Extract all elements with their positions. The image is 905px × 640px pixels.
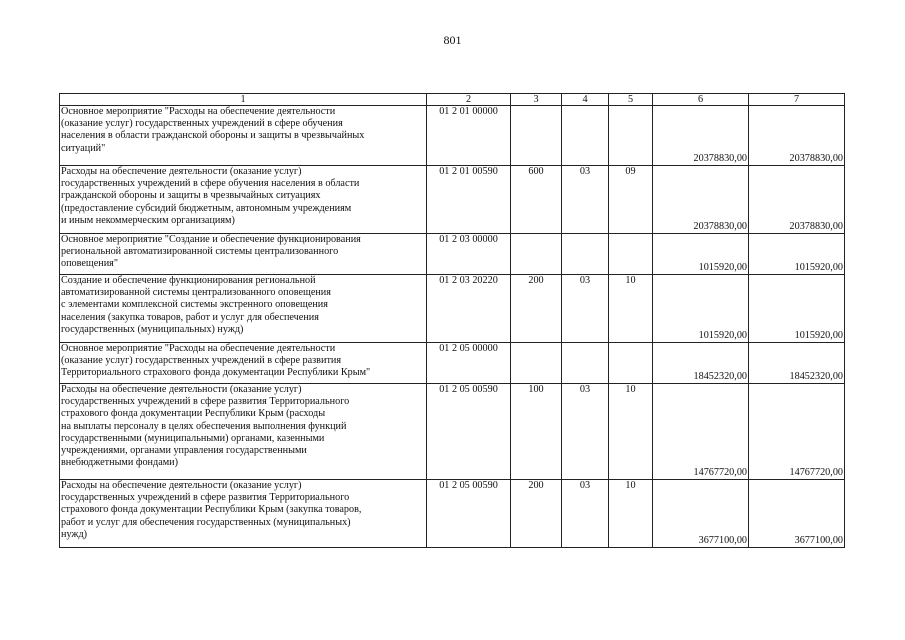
- table-row: [60, 166, 845, 234]
- table-row: [60, 343, 845, 384]
- row-name-cell: Расходы на обеспечение деятельности (оказание услуг) государственных учреждений в сфере развития Территориального страхового фонда документации Республики Крым (расходы на выплаты персоналу в целях обеспечения выполнения функций государственными (муниципальными) органами, казенными учреждениями, органами управления государственными внебюджетными фондами): [60, 384, 427, 480]
- amount-cell-col7: 3677100,00: [749, 480, 845, 548]
- amount-cell-col7: 20378830,00: [749, 166, 845, 234]
- rz-code-cell: 03: [562, 166, 609, 234]
- table-header-row: [60, 94, 845, 106]
- amount-cell-col6: 18452320,00: [653, 343, 749, 384]
- vr-code-cell: 200: [511, 275, 562, 343]
- csr-code-cell: 01 2 05 00000: [427, 343, 511, 384]
- budget-table: [59, 93, 845, 548]
- amount-cell-col6: 14767720,00: [653, 384, 749, 480]
- row-name-cell: Расходы на обеспечение деятельности (оказание услуг) государственных учреждений в сфере обучения населения в области гражданской обороны и защиты в чрезвычайных ситуациях (предоставление субсидий бюджетным, автономным учреждениям и иным некоммерческим организациям): [60, 166, 427, 234]
- column-header: 6: [653, 94, 749, 106]
- amount-cell-col7: 18452320,00: [749, 343, 845, 384]
- vr-code-cell: 600: [511, 166, 562, 234]
- table-row: [60, 480, 845, 548]
- csr-code-cell: 01 2 05 00590: [427, 384, 511, 480]
- column-header: 7: [749, 94, 845, 106]
- row-name-cell: Расходы на обеспечение деятельности (оказание услуг) государственных учреждений в сфере развития Территориального страхового фонда документации Республики Крым (закупка товаров, работ и услуг для обеспечения государственных (муниципальных) нужд): [60, 480, 427, 548]
- rz-code-cell: [562, 106, 609, 166]
- column-header: 2: [427, 94, 511, 106]
- table-row: [60, 384, 845, 480]
- vr-code-cell: 200: [511, 480, 562, 548]
- pr-code-cell: 09: [609, 166, 653, 234]
- amount-cell-col6: 1015920,00: [653, 275, 749, 343]
- column-header: 4: [562, 94, 609, 106]
- row-name-cell: Основное мероприятие "Расходы на обеспечение деятельности (оказание услуг) государственных учреждений в сфере развития Территориального страхового фонда документации Республики Крым": [60, 343, 427, 384]
- amount-cell-col6: 20378830,00: [653, 106, 749, 166]
- csr-code-cell: 01 2 05 00590: [427, 480, 511, 548]
- amount-cell-col7: 1015920,00: [749, 275, 845, 343]
- pr-code-cell: 10: [609, 480, 653, 548]
- vr-code-cell: [511, 106, 562, 166]
- rz-code-cell: [562, 343, 609, 384]
- table-row: [60, 234, 845, 275]
- amount-cell-col7: 1015920,00: [749, 234, 845, 275]
- pr-code-cell: [609, 343, 653, 384]
- amount-cell-col6: 1015920,00: [653, 234, 749, 275]
- row-name-cell: Основное мероприятие "Создание и обеспечение функционирования региональной автоматизированной системы централизованного оповещения": [60, 234, 427, 275]
- csr-code-cell: 01 2 03 00000: [427, 234, 511, 275]
- vr-code-cell: [511, 343, 562, 384]
- table-row: [60, 106, 845, 166]
- amount-cell-col6: 20378830,00: [653, 166, 749, 234]
- rz-code-cell: 03: [562, 384, 609, 480]
- column-header: 1: [60, 94, 427, 106]
- csr-code-cell: 01 2 01 00590: [427, 166, 511, 234]
- amount-cell-col6: 3677100,00: [653, 480, 749, 548]
- rz-code-cell: 03: [562, 275, 609, 343]
- pr-code-cell: [609, 106, 653, 166]
- page-number: 801: [443, 33, 462, 47]
- vr-code-cell: 100: [511, 384, 562, 480]
- amount-cell-col7: 20378830,00: [749, 106, 845, 166]
- column-header: 5: [609, 94, 653, 106]
- column-header: 3: [511, 94, 562, 106]
- vr-code-cell: [511, 234, 562, 275]
- csr-code-cell: 01 2 03 20220: [427, 275, 511, 343]
- rz-code-cell: 03: [562, 480, 609, 548]
- table-row: [60, 275, 845, 343]
- csr-code-cell: 01 2 01 00000: [427, 106, 511, 166]
- rz-code-cell: [562, 234, 609, 275]
- pr-code-cell: 10: [609, 384, 653, 480]
- row-name-cell: Создание и обеспечение функционирования региональной автоматизированной системы централизованного оповещения с элементами комплексной системы экстренного оповещения населения (закупка товаров, работ и услуг для обеспечения государственных (муниципальных) нужд): [60, 275, 427, 343]
- row-name-cell: Основное мероприятие "Расходы на обеспечение деятельности (оказание услуг) государственных учреждений в сфере обучения населения в области гражданской обороны и защиты в чрезвычайных ситуаций": [60, 106, 427, 166]
- amount-cell-col7: 14767720,00: [749, 384, 845, 480]
- pr-code-cell: [609, 234, 653, 275]
- pr-code-cell: 10: [609, 275, 653, 343]
